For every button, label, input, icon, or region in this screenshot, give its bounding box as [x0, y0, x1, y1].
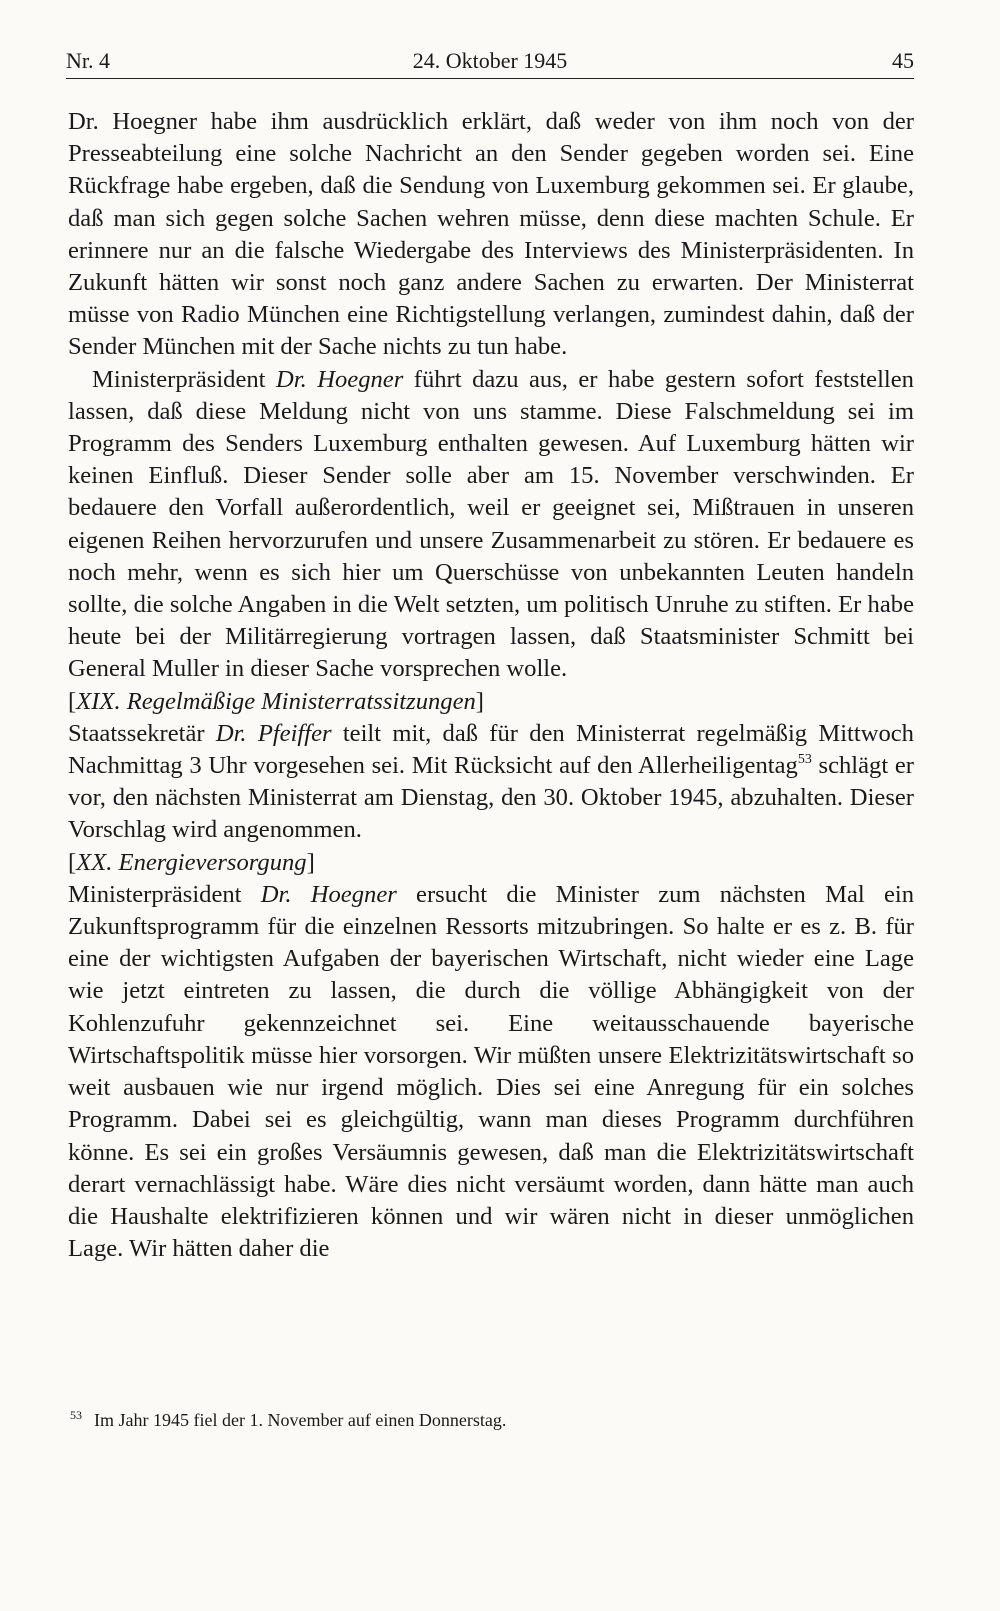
section-title-20: XX. Energieversorgung [76, 848, 307, 876]
section-heading-20: [XX. Energieversorgung] [68, 848, 315, 876]
paragraph-3 [68, 718, 914, 847]
paragraph-3-text-end: schlägt er vor, den nächsten Ministerrat am Dienstag, den 30. Oktober 1945, abzuhalten. Dieser Vorschlag wird angenommen. [68, 752, 914, 844]
footnote [70, 1408, 916, 1432]
speaker-name: Dr. Hoegner [275, 365, 404, 393]
paragraph-2 [68, 364, 914, 686]
speaker-name: Dr. Pfeiffer [215, 719, 332, 747]
page-number: 45 [892, 48, 914, 73]
paragraph-4-lead: Ministerpräsident [68, 880, 261, 908]
body-text [68, 106, 914, 1265]
issue-number: Nr. 4 [66, 48, 110, 73]
footnote-number: 53 [70, 1408, 82, 1422]
paragraph-4-text: ersucht die Minister zum nächsten Mal ein Zukunftsprogramm für die einzelnen Ressorts mitzubringen. So halte er es z. B. für eine der wichtigsten Aufgaben der bayerischen Wirtschaft, nicht wieder eine Lage wie jetzt eintreten zu lassen, die durch die völlige Abhängigkeit von der Kohlenzufuhr gekennzeichnet sei. Eine weitausschauende bayerische Wirtschaftspolitik müsse hier vorsorgen. Wir müßten unsere Elektrizitätswirtschaft so weit ausbauen wie nur irgend möglich. Dies sei eine Anregung für ein solches Programm. Dabei sei es gleichgültig, wann man dieses Programm durchführen könne. Es sei ein großes Versäumnis gewesen, daß man die Elektrizitätswirtschaft derart vernachlässigt habe. Wäre dies nicht versäumt worden, dann hätte man auch die Haushalte elektrifizieren können und wir wären nicht in dieser unmöglichen Lage. Wir hätten daher die [68, 880, 914, 1263]
paragraph-2-lead: Ministerpräsident [92, 365, 276, 393]
running-header [66, 44, 914, 79]
footnote-text: Im Jahr 1945 fiel der 1. November auf einen Donnerstag. [94, 1410, 507, 1430]
speaker-name: Dr. Hoegner [260, 880, 397, 908]
footnote-reference[interactable]: 53 [797, 752, 812, 768]
paragraph-3-text: teilt mit, daß für den Ministerrat regelmäßig Mittwoch Nachmittag 3 Uhr vorgesehen sei. Mit Rücksicht auf den Allerheiligentag [68, 719, 914, 780]
paragraph-2-text: führt dazu aus, er habe gestern sofort feststellen lassen, daß diese Meldung nicht von uns stamme. Diese Falschmeldung sei im Programm des Senders Luxemburg enthalten gewesen. Auf Luxemburg hätten wir keinen Einfluß. Dieser Sender solle aber am 15. November verschwinden. Er bedauere den Vorfall außerordentlich, weil er geeignet sei, Mißtrauen in unseren eigenen Reihen hervorzurufen und unsere Zusammenarbeit zu stören. Er bedauere es noch mehr, wenn es sich hier um Querschüsse von unbekannten Leuten handeln sollte, die solche Angaben in die Welt setzten, um politisch Unruhe zu stiften. Er habe heute bei der Militärregierung vortragen lassen, daß Staatsminister Schmitt bei General Muller in dieser Sache vorsprechen wolle. [68, 365, 914, 683]
header-date: 24. Oktober 1945 [412, 48, 568, 73]
paragraph-3-lead: Staatssekretär [68, 719, 216, 747]
section-title-19: XIX. Regelmäßige Ministerratssitzungen [76, 687, 476, 715]
paragraph-1: Dr. Hoegner habe ihm ausdrücklich erklärt, daß weder von ihm noch von der Presseabteilung eine solche Nachricht an den Sender gegeben worden sei. Eine Rückfrage habe ergeben, daß die Sendung von Luxemburg gekommen sei. Er glaube, daß man sich gegen solche Sachen wehren müsse, denn diese machten Schule. Er erinnere nur an die falsche Wiedergabe des Interviews des Ministerpräsidenten. In Zukunft hätten wir sonst noch ganz andere Sachen zu erwarten. Der Ministerrat müsse von Radio München eine Richtigstellung verlangen, zumindest dahin, daß der Sender München mit der Sache nichts zu tun habe. [68, 108, 914, 361]
section-heading-19: [XIX. Regelmäßige Ministerratssitzungen] [68, 687, 484, 715]
paragraph-4 [68, 879, 914, 1265]
